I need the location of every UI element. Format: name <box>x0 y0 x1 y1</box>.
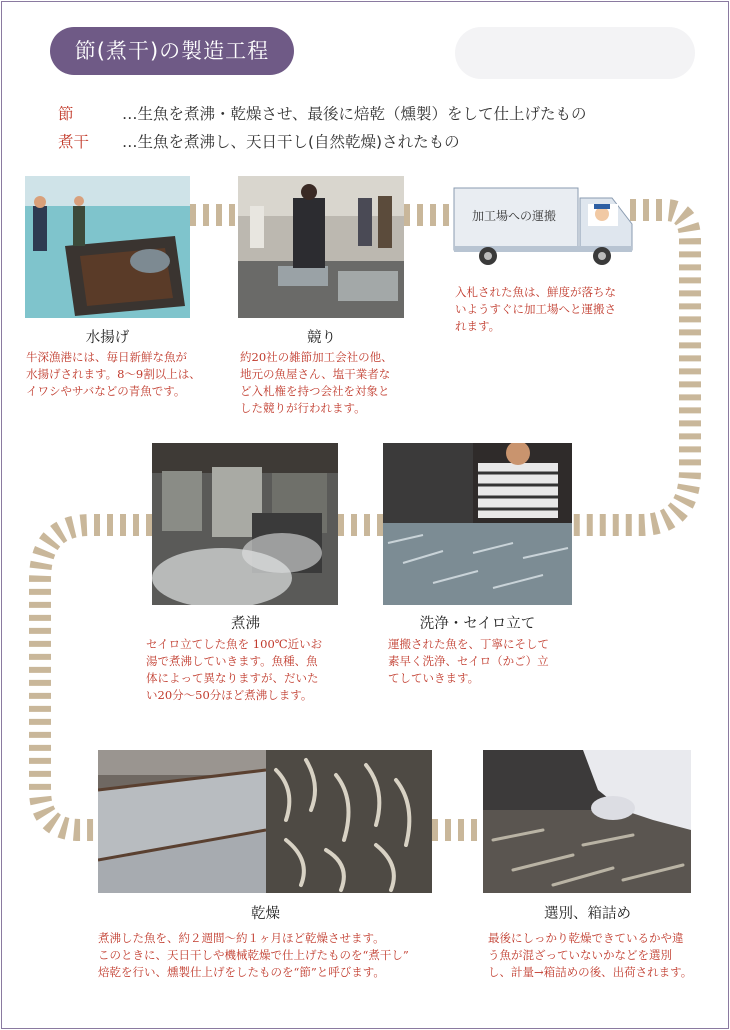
description-landing <box>26 349 206 400</box>
photo-auction <box>238 176 404 318</box>
caption-drying: 乾燥 <box>251 906 280 922</box>
definition-term: 節 <box>58 105 74 123</box>
description-drying <box>98 930 443 981</box>
photo-landing <box>25 176 190 318</box>
description-line: う魚が混ざっていないかなどを選別 <box>488 948 672 962</box>
photo-washing <box>383 443 572 605</box>
caption-auction: 競り <box>307 330 336 346</box>
description-line: 焙乾を行い、燻製仕上げをしたものを“節”と呼びます。 <box>98 965 385 979</box>
description-line: ど入札権を持つ会社を対象と <box>240 384 390 398</box>
transport-caption: 加工場への運搬 <box>471 209 556 223</box>
definition-term: 煮干 <box>58 133 90 151</box>
description-line: れます。 <box>455 319 501 333</box>
caption-washing: 洗浄・セイロ立て <box>419 616 536 632</box>
description-line: 湯で煮沸していきます。魚種、魚 <box>146 654 318 668</box>
description-line: 体によって異なりますが、だいた <box>146 671 319 685</box>
description-line: 水揚げされます。8～9割以上は、 <box>26 367 201 381</box>
photo-sorting <box>483 750 691 893</box>
definition-desc: …生魚を煮沸・乾燥させ、最後に焙乾（燻製）をして仕上げたもの <box>122 105 587 123</box>
caption-boiling: 煮沸 <box>231 616 260 632</box>
description-line: てしていきます。 <box>388 671 480 685</box>
description-line: し、計量→箱詰めの後、出荷されます。 <box>488 965 693 979</box>
description-line: いようすぐに加工場へと運搬さ <box>455 302 616 316</box>
description-line: 牛深漁港には、毎日新鮮な魚が <box>26 350 187 364</box>
description-line: 入札された魚は、鮮度が落ちな <box>455 285 616 299</box>
photo-drying-fish <box>266 750 432 893</box>
description-line: い20分～50分ほど煮沸します。 <box>146 688 313 702</box>
description-line: 素早く洗浄、セイロ（かご）立 <box>388 654 549 668</box>
description-sorting <box>488 930 703 981</box>
description-line: セイロ立てした魚を 100℃近いお <box>146 637 323 651</box>
caption-sorting: 選別、箱詰め <box>544 906 631 922</box>
description-line: 地元の魚屋さん、塩干業者な <box>240 367 391 381</box>
description-line: このときに、天日干しや機械乾燥で仕上げたものを“煮干し” <box>98 948 409 962</box>
description-line: 煮沸した魚を、約２週間～約１ヶ月ほど乾燥させます。 <box>98 931 385 945</box>
description-line: 最後にしっかり乾燥できているかや違 <box>488 931 684 945</box>
definition-desc: …生魚を煮沸し、天日干し(自然乾燥)されたもの <box>122 133 460 151</box>
description-boiling <box>146 636 346 704</box>
description-washing <box>388 636 578 687</box>
description-line: した競りが行われます。 <box>240 401 366 415</box>
description-line: 約20社の雑節加工会社の他、 <box>240 350 393 364</box>
caption-landing: 水揚げ <box>85 330 130 346</box>
description-line: 運搬された魚を、丁寧にそして <box>388 637 549 651</box>
photo-drying-racks <box>98 750 266 893</box>
description-transport <box>455 284 635 335</box>
page-title: 節(煮干)の製造工程 <box>50 27 294 75</box>
description-line: イワシやサバなどの青魚です。 <box>26 384 186 398</box>
photo-boiling <box>152 443 338 605</box>
description-auction <box>240 349 420 417</box>
